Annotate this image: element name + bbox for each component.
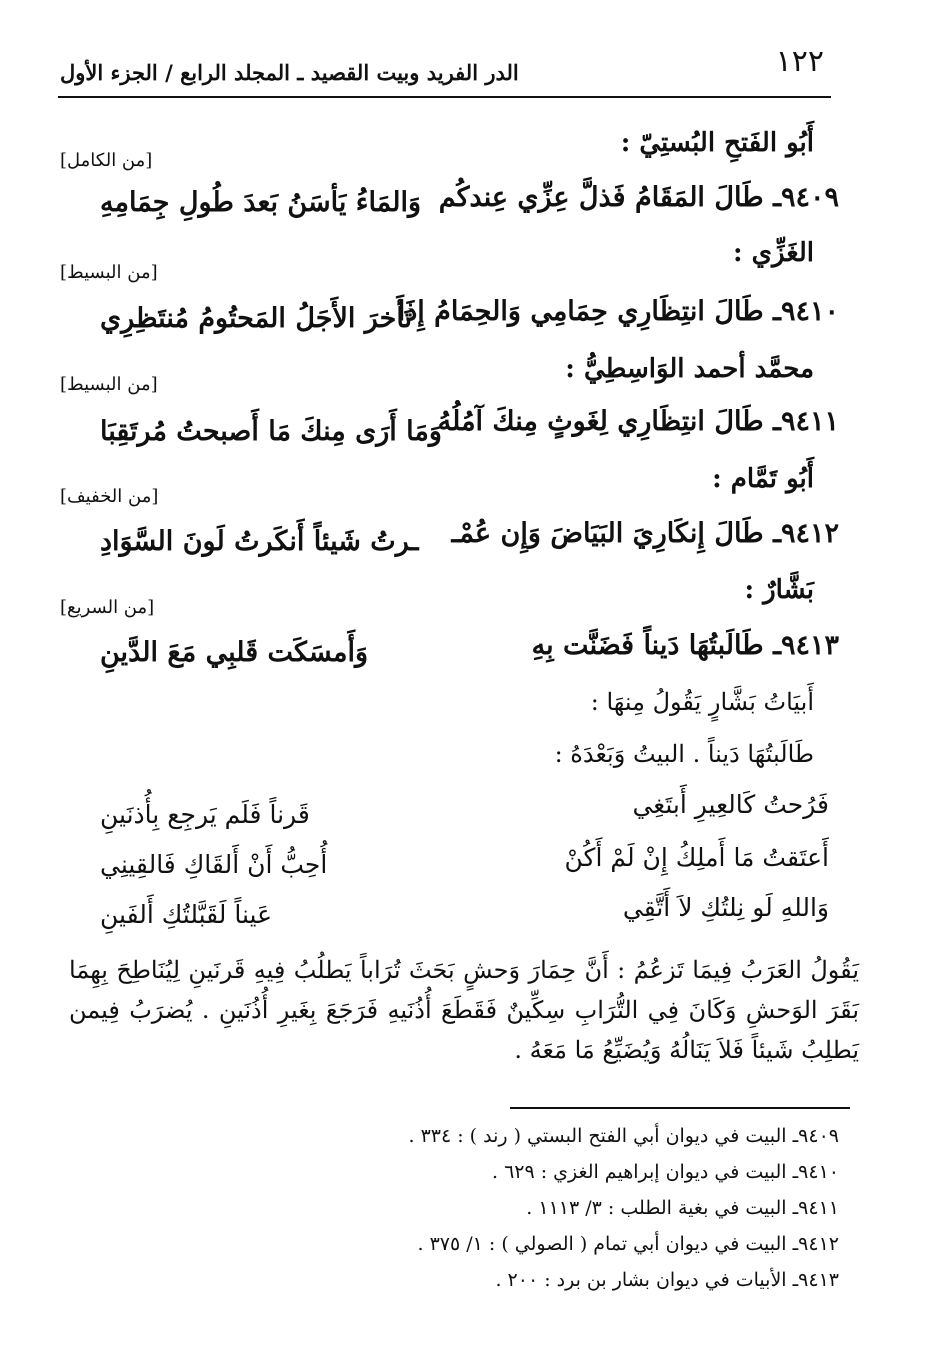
footnote: ٩٤١٠ـ البيت في ديوان إبراهيم الغزي : ٦٢٩ .	[491, 1161, 839, 1183]
poet-name: أَبُو الفَتحِ البُستِيّ :	[620, 128, 814, 158]
verse-first-hemistich: ٩٤١٠ـ طَالَ انتِظَارِي حِمَامِي وَالحِمَامُ إِذَا	[397, 296, 839, 327]
footnote: ٩٤١٢ـ البيت في ديوان أبي تمام ( الصولي ) : ١/ ٣٧٥ .	[417, 1233, 839, 1255]
meter-label: [من البسيط]	[60, 374, 158, 395]
verse-second-hemistich: تَأَخرَ الأَجَلُ المَحتُومُ مُنتَظِرِي	[100, 303, 413, 334]
commentary-intro: طَالَبتُهَا دَيناً . البيتُ وَبَعْدَهُ :	[554, 740, 814, 768]
quoted-verse-second-hemistich: قَرناً فَلَم يَرجِع بِأُذنَينِ	[100, 800, 310, 829]
meter-label: [من السريع]	[60, 597, 155, 618]
verse-first-hemistich: ٩٤١٣ـ طَالَبتُهَا دَيناً فَضَنَّت بِهِ	[531, 630, 839, 661]
quoted-verse-first-hemistich: أَعتَقتُ مَا أَملِكُ إِنْ لَمْ أَكُنْ	[564, 843, 829, 872]
quoted-verse-second-hemistich: أُحِبُّ أَنْ أَلقَاكِ فَالقِينِي	[100, 850, 328, 879]
quoted-verse-first-hemistich: وَاللهِ لَو نِلتُكِ لاَ أَتَّقِي	[622, 893, 829, 922]
footnote: ٩٤٠٩ـ البيت في ديوان أبي الفتح البستي ( رند ) : ٣٣٤ .	[408, 1125, 839, 1147]
verse-second-hemistich: وَالمَاءُ يَأسَنُ بَعدَ طُولِ جِمَامِهِ	[100, 187, 422, 218]
verse-first-hemistich: ٩٤٠٩ـ طَالَ المَقَامُ فَذلَّ عِزِّي عِندكُم	[438, 182, 839, 213]
footnote: ٩٤١١ـ البيت في بغية الطلب : ٣/ ١١١٣ .	[526, 1197, 839, 1219]
commentary-paragraph: يَقُولُ العَرَبُ فِيمَا تَزعُمُ : أَنَّ حِمَارَ وَحشٍ بَحَثَ تُرَاباً يَطلُبُ فِيهِ قَرنَينِ لِيُنَاطِحَ بِهِمَا بَقَرَ الوَحشِ وَكَانَ فِي التُّرَابِ سِكِّينٌ فَقَطَعَ أُذُنَيهِ فَرَجَعَ بِغَيرِ أُذُنَينِ . يُضرَبُ فِيمن يَطلِبُ شَيئاً فَلاَ يَنَالُهُ وَيُضَيِّعُ مَا مَعَهُ .	[69, 956, 859, 1064]
verse-first-hemistich: ٩٤١١ـ طَالَ انتِظَارِي لِغَوثٍ مِنكَ آمُلُهُ	[437, 406, 839, 437]
running-head: الدر الفريد وبيت القصيد ـ المجلد الرابع / الجزء الأول	[60, 60, 519, 85]
meter-label: [من الخفيف]	[60, 486, 159, 507]
footnote-rule	[510, 1107, 850, 1109]
header-rule	[58, 96, 831, 98]
verse-first-hemistich: ٩٤١٢ـ طَالَ إِنكَارِيَ البَيَاضَ وَإِن عُمْـ	[451, 518, 839, 549]
verse-second-hemistich: ـرتُ شَيئاً أَنكَرتُ لَونَ السَّوَادِ	[100, 526, 419, 557]
poet-name: بَشَّارٌ :	[744, 575, 814, 605]
verse-second-hemistich: وَأَمسَكَت قَلبِي مَعَ الدَّينِ	[100, 637, 369, 668]
quoted-verse-second-hemistich: عَيناً لَقَبَّلتُكِ أَلفَينِ	[100, 900, 272, 929]
footnote: ٩٤١٣ـ الأبيات في ديوان بشار بن برد : ٢٠٠ .	[495, 1269, 839, 1291]
page-number: ١٢٢	[775, 44, 824, 79]
commentary-intro: أَبيَاتُ بَشَّارٍ يَقُولُ مِنهَا :	[590, 688, 814, 716]
poet-name: محمَّد أحمد الوَاسِطِيُّ :	[565, 354, 814, 384]
meter-label: [من البسيط]	[60, 262, 158, 283]
meter-label: [من الكامل]	[60, 150, 153, 171]
quoted-verse-first-hemistich: فَرُحتُ كَالعِيرِ أَبتَغِي	[632, 790, 829, 819]
poet-name: أَبُو تَمَّام :	[712, 464, 814, 494]
poet-name: الغَزِّي :	[732, 238, 814, 268]
verse-second-hemistich: وَمَا أَرَى مِنكَ مَا أَصبحتُ مُرتَقِبَا	[100, 416, 442, 447]
